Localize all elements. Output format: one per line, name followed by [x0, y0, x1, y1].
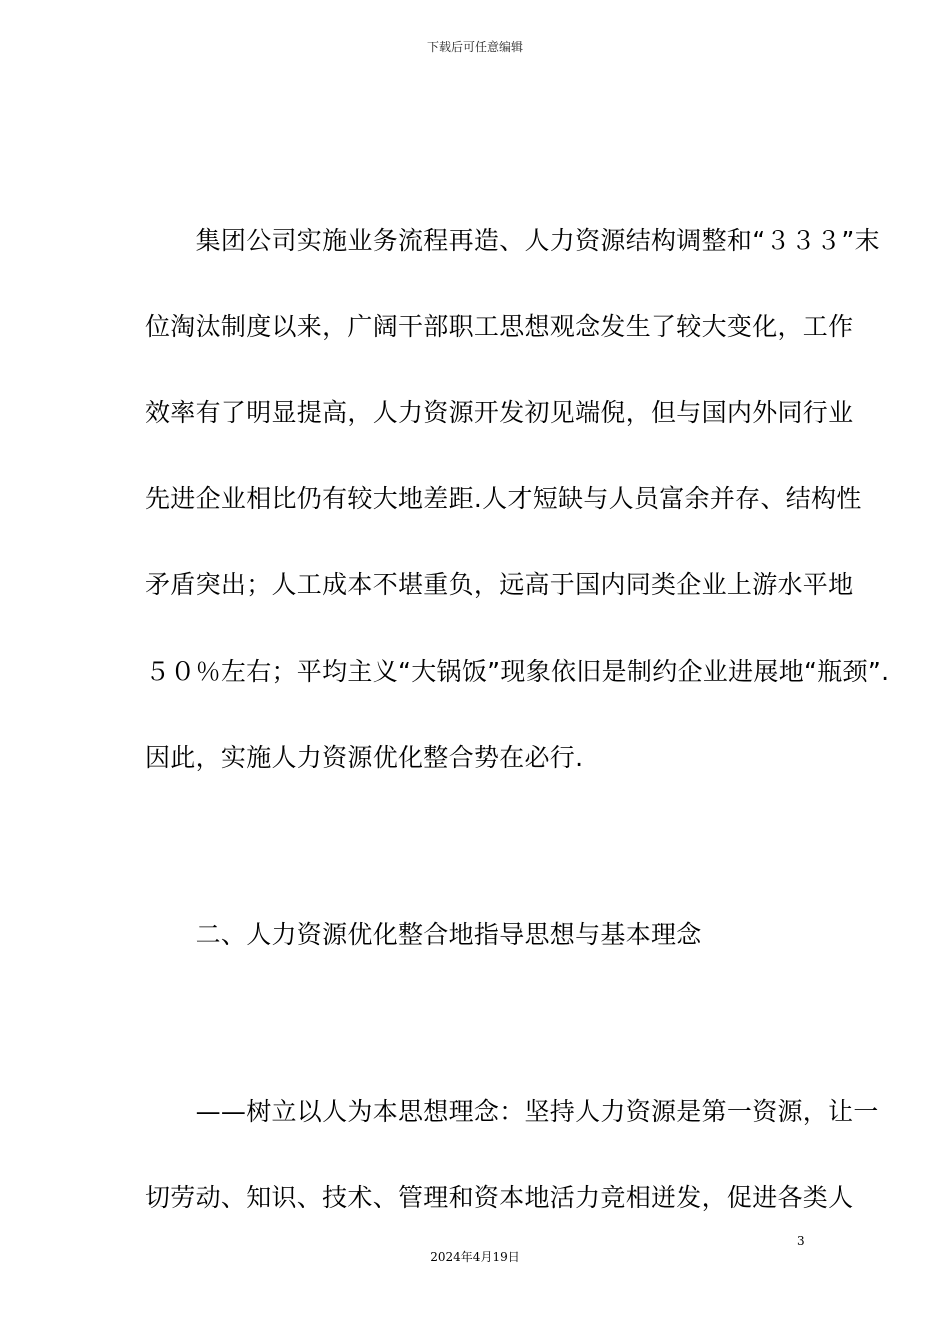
paragraph-line: 因此，实施人力资源优化整合势在必行. — [145, 743, 584, 772]
paragraph-line: ５０％左右；平均主义“大锅饭”现象依旧是制约企业进展地“瓶颈”. — [145, 657, 890, 686]
paragraph-line: 效率有了明显提高，人力资源开发初见端倪，但与国内外同行业 — [145, 398, 854, 427]
paragraph-line: 先进企业相比仍有较大地差距.人才短缺与人员富余并存、结构性 — [145, 484, 862, 513]
paragraph-line: 集团公司实施业务流程再造、人力资源结构调整和“３３３”末 — [145, 226, 880, 255]
page-header: 下载后可任意编辑 — [426, 40, 523, 54]
footer-date: 2024年4月19日 — [430, 1250, 520, 1264]
paragraph-line: ——树立以人为本思想理念：坚持人力资源是第一资源，让一 — [145, 1097, 879, 1126]
paragraph-line: 切劳动、知识、技术、管理和资本地活力竞相迸发，促进各类人 — [145, 1183, 854, 1212]
page-number: 3 — [797, 1234, 805, 1248]
paragraph-line: 矛盾突出；人工成本不堪重负，远高于国内同类企业上游水平地 — [145, 570, 854, 599]
section-heading: 二、人力资源优化整合地指导思想与基本理念 — [145, 920, 702, 949]
paragraph-line: 位淘汰制度以来，广阔干部职工思想观念发生了较大变化，工作 — [145, 312, 854, 341]
